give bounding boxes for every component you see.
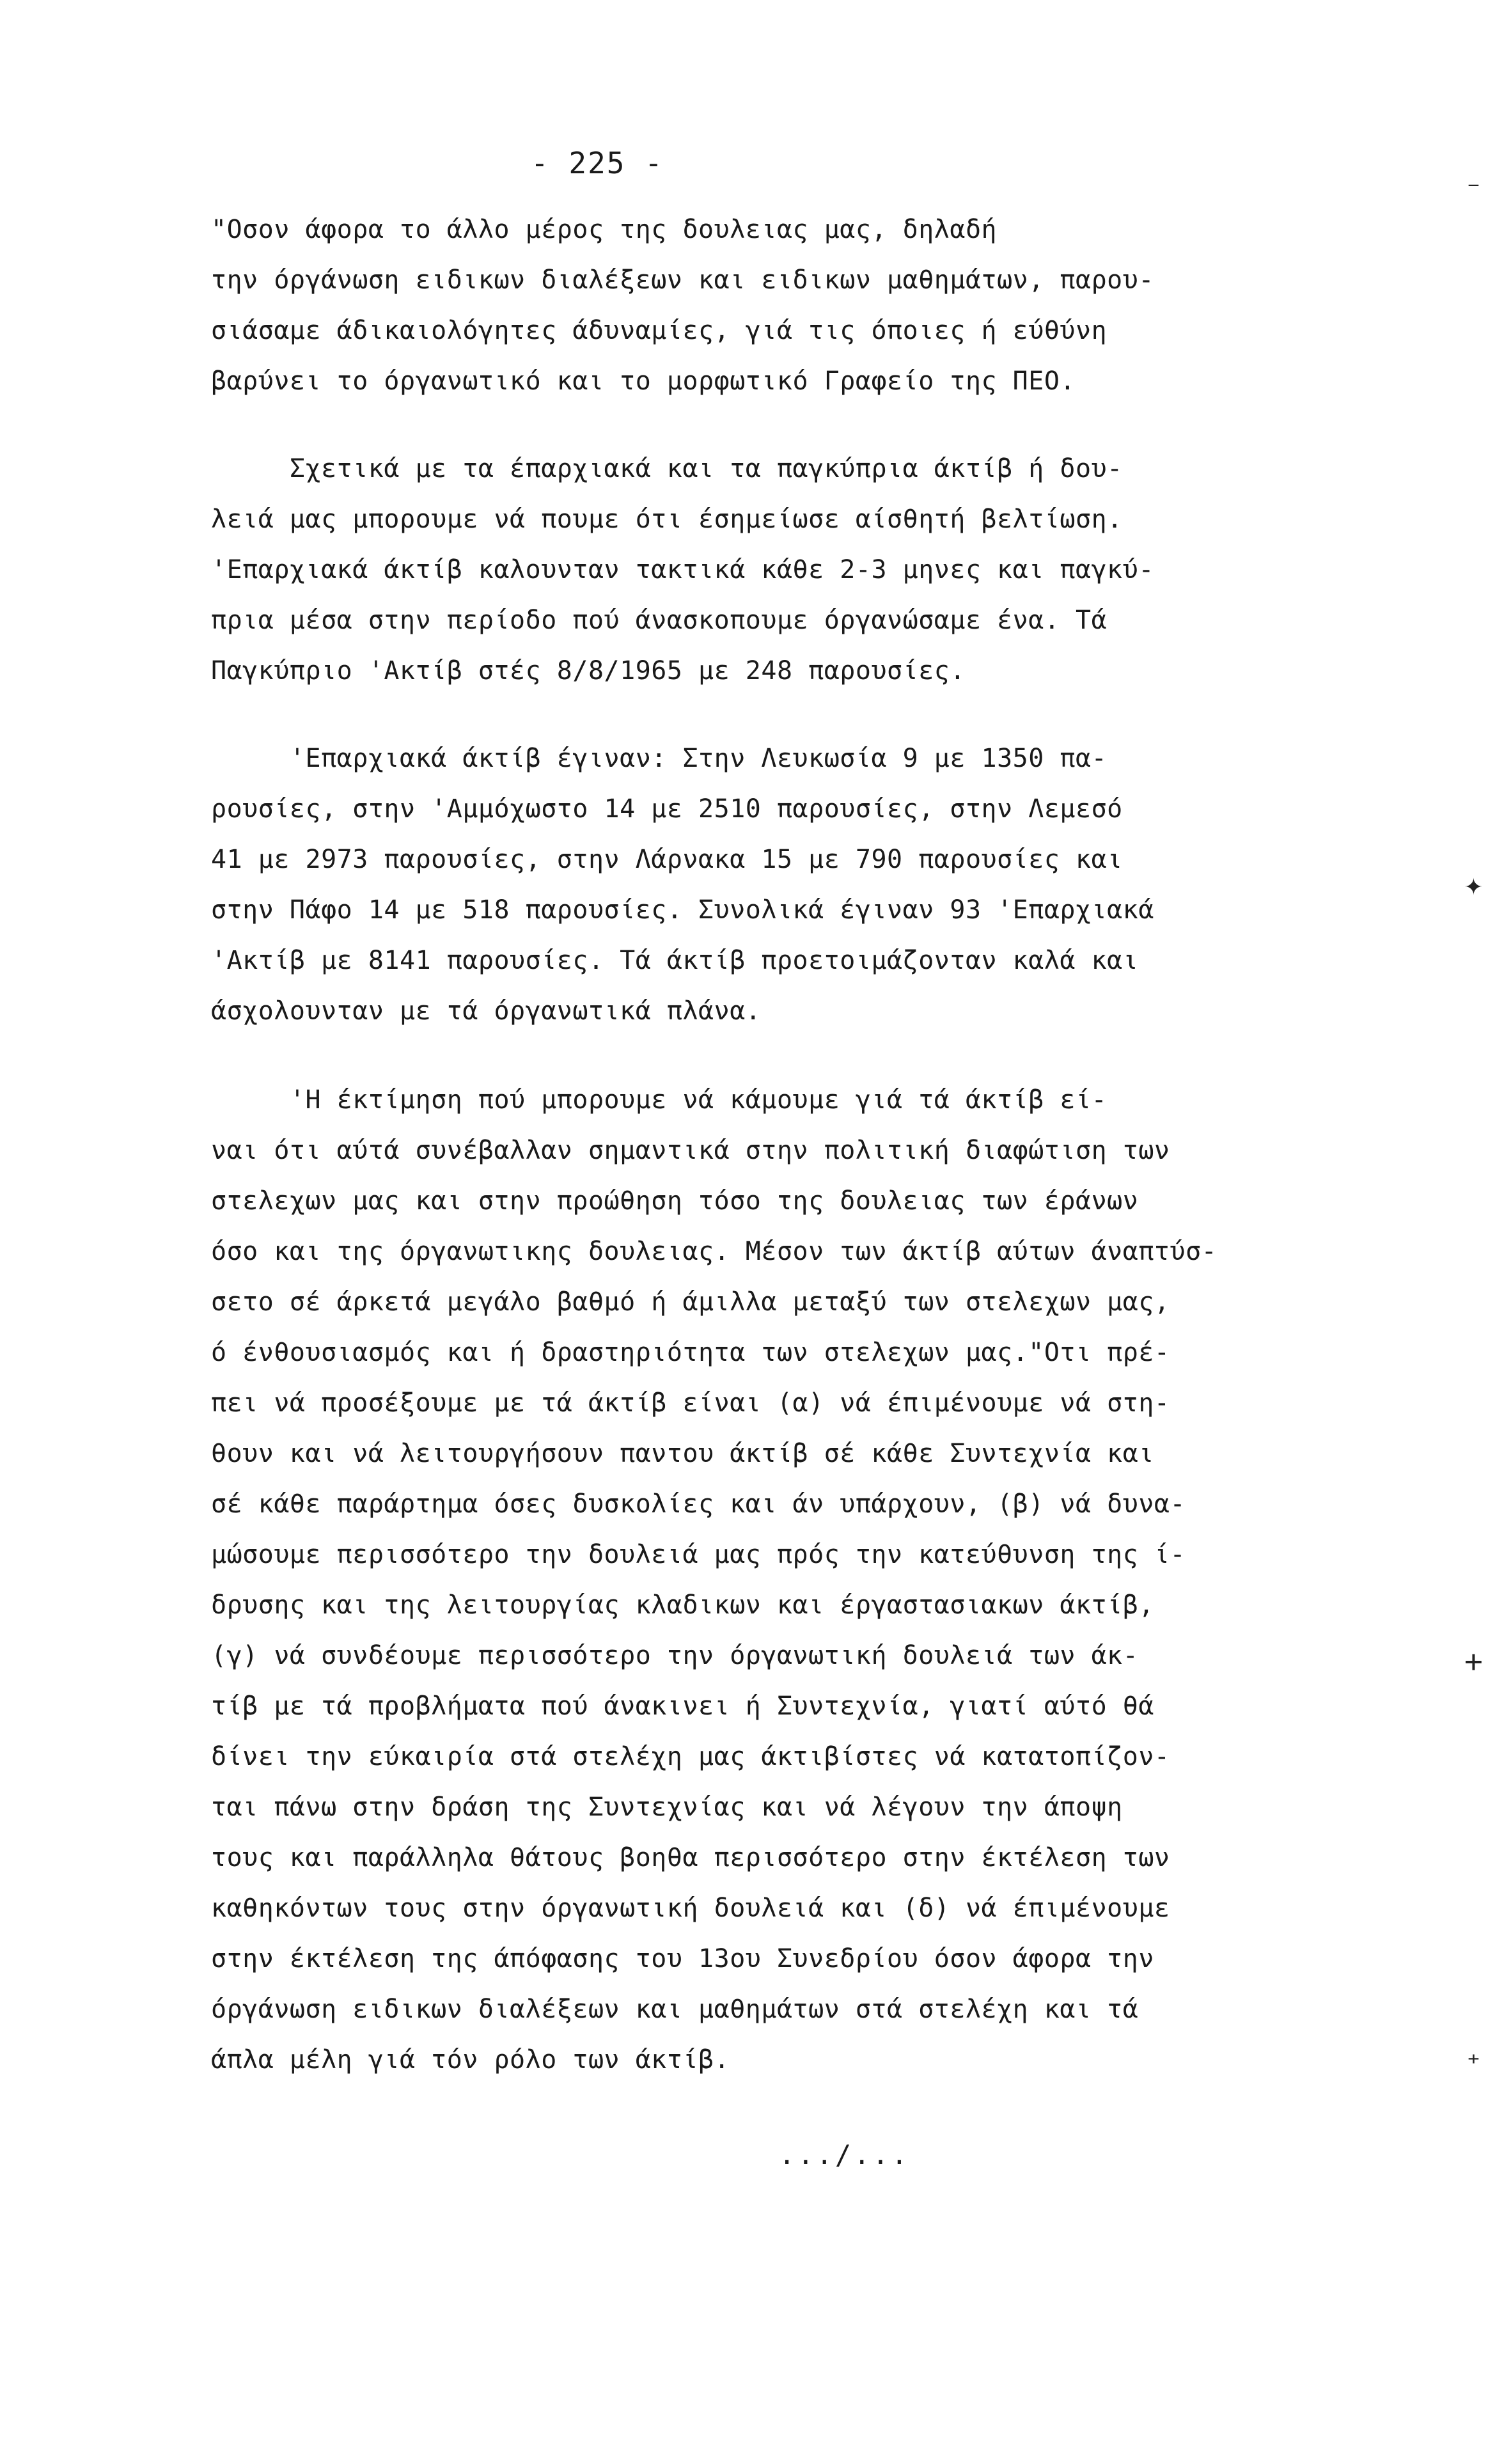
body-text [211, 205, 1298, 2085]
margin-tick-mark: ✦ [1464, 867, 1483, 902]
text-line: σετο σέ άρκετά μεγάλο βαθμό ή άμιλλα μεταξύ των στελεχων μας, [211, 1287, 1170, 1317]
text-line: δίνει την εύκαιρία στά στελέχη μας άκτιβίστες νά κατατοπίζον- [211, 1742, 1170, 1771]
text-line: 'Η έκτίμηση πού μπορουμε νά κάμουμε γιά τά άκτίβ εί- [211, 1085, 1108, 1115]
paragraph-activ-improvement [211, 444, 1298, 696]
text-line: (γ) νά συνδέουμε περισσότερο την όργανωτική δουλειά των άκ- [211, 1641, 1139, 1670]
text-line: 41 με 2973 παρουσίες, στην Λάρνακα 15 με 790 παρουσίες και [211, 845, 1123, 874]
text-line: λειά μας μπορουμε νά πουμε ότι έσημείωσε αίσθητή βελτίωση. [211, 505, 1123, 534]
text-line: ό ένθουσιασμός και ή δραστηριότητα των στελεχων μας."Οτι πρέ- [211, 1338, 1170, 1367]
text-line: ται πάνω στην δράση της Συντεχνίας και νά λέγουν την άποψη [211, 1793, 1123, 1822]
text-line: θουν και νά λειτουργήσουν παντου άκτίβ σέ κάθε Συντεχνία και [211, 1439, 1154, 1468]
text-line: τίβ με τά προβλήματα πού άνακινει ή Συντεχνία, γιατί αύτό θά [211, 1691, 1154, 1721]
text-line: μώσουμε περισσότερο την δουλειά μας πρός την κατεύθυνση της ί- [211, 1540, 1186, 1569]
text-line: 'Ακτίβ με 8141 παρουσίες. Τά άκτίβ προετοιμάζονταν καλά και [211, 946, 1139, 975]
text-line: 'Επαρχιακά άκτίβ έγιναν: Στην Λευκωσία 9 με 1350 πα- [211, 744, 1108, 773]
margin-tick-mark: ⁺ [1464, 2046, 1483, 2082]
paragraph-district-activ-stats [211, 734, 1298, 1037]
text-line: καθηκόντων τους στην όργανωτική δουλειά και (δ) νά έπιμένουμε [211, 1894, 1170, 1923]
margin-cross-mark: + [1464, 1644, 1483, 1679]
text-line: δρυσης και της λειτουργίας κλαδικων και έργαστασιακων άκτίβ, [211, 1590, 1154, 1620]
text-line: ρουσίες, στην 'Αμμόχωστο 14 με 2510 παρουσίες, στην Λεμεσό [211, 794, 1123, 824]
text-line: ναι ότι αύτά συνέβαλλαν σημαντικά στην πολιτική διαφώτιση των [211, 1136, 1170, 1165]
continuation-marker: .../... [779, 2139, 911, 2170]
text-line: πει νά προσέξουμε με τά άκτίβ είναι (α) νά έπιμένουμε νά στη- [211, 1388, 1170, 1418]
text-line: 'Επαρχιακά άκτίβ καλουνταν τακτικά κάθε 2-3 μηνες και παγκύ- [211, 555, 1154, 585]
text-line: πρια μέσα στην περίοδο πού άνασκοπουμε όργανώσαμε ένα. Τά [211, 606, 1108, 635]
paragraph-organisation-lectures [211, 205, 1298, 407]
text-line: σέ κάθε παράρτημα όσες δυσκολίες και άν υπάρχουν, (β) νά δυνα- [211, 1489, 1186, 1519]
text-line: βαρύνει το όργανωτικό και το μορφωτικό Γραφείο της ΠΕΟ. [211, 366, 1076, 396]
paragraph-activ-assessment [211, 1075, 1298, 2085]
page-number: - 225 - [531, 146, 664, 180]
text-line: όσο και της όργανωτικης δουλειας. Μέσον των άκτίβ αύτων άναπτύσ- [211, 1237, 1217, 1266]
text-line: στην έκτέλεση της άπόφασης του 13ου Συνεδρίου όσον άφορα την [211, 1944, 1154, 1974]
text-line: Παγκύπριο 'Ακτίβ στές 8/8/1965 με 248 παρουσίες. [211, 656, 966, 686]
text-line: τους και παράλληλα θάτους βοηθα περισσότερο στην έκτέλεση των [211, 1843, 1170, 1872]
text-line: "Οσον άφορα το άλλο μέρος της δουλειας μας, δηλαδή [211, 215, 998, 244]
text-line: την όργάνωση ειδικων διαλέξεων και ειδικων μαθημάτων, παρου- [211, 265, 1154, 295]
text-line: στελεχων μας και στην προώθηση τόσο της δουλειας των έράνων [211, 1186, 1139, 1216]
text-line: άσχολουνταν με τά όργανωτικά πλάνα. [211, 996, 762, 1026]
text-line: Σχετικά με τα έπαρχιακά και τα παγκύπρια άκτίβ ή δου- [211, 454, 1123, 483]
text-line: στην Πάφο 14 με 518 παρουσίες. Συνολικά έγιναν 93 'Επαρχιακά [211, 895, 1154, 925]
text-line: άπλα μέλη γιά τόν ρόλο των άκτίβ. [211, 2045, 730, 2075]
margin-tick-mark: ⁻ [1464, 173, 1483, 208]
text-line: σιάσαμε άδικαιολόγητες άδυναμίες, γιά τις όποιες ή εύθύνη [211, 316, 1108, 345]
text-line: όργάνωση ειδικων διαλέξεων και μαθημάτων στά στελέχη και τά [211, 1995, 1139, 2024]
